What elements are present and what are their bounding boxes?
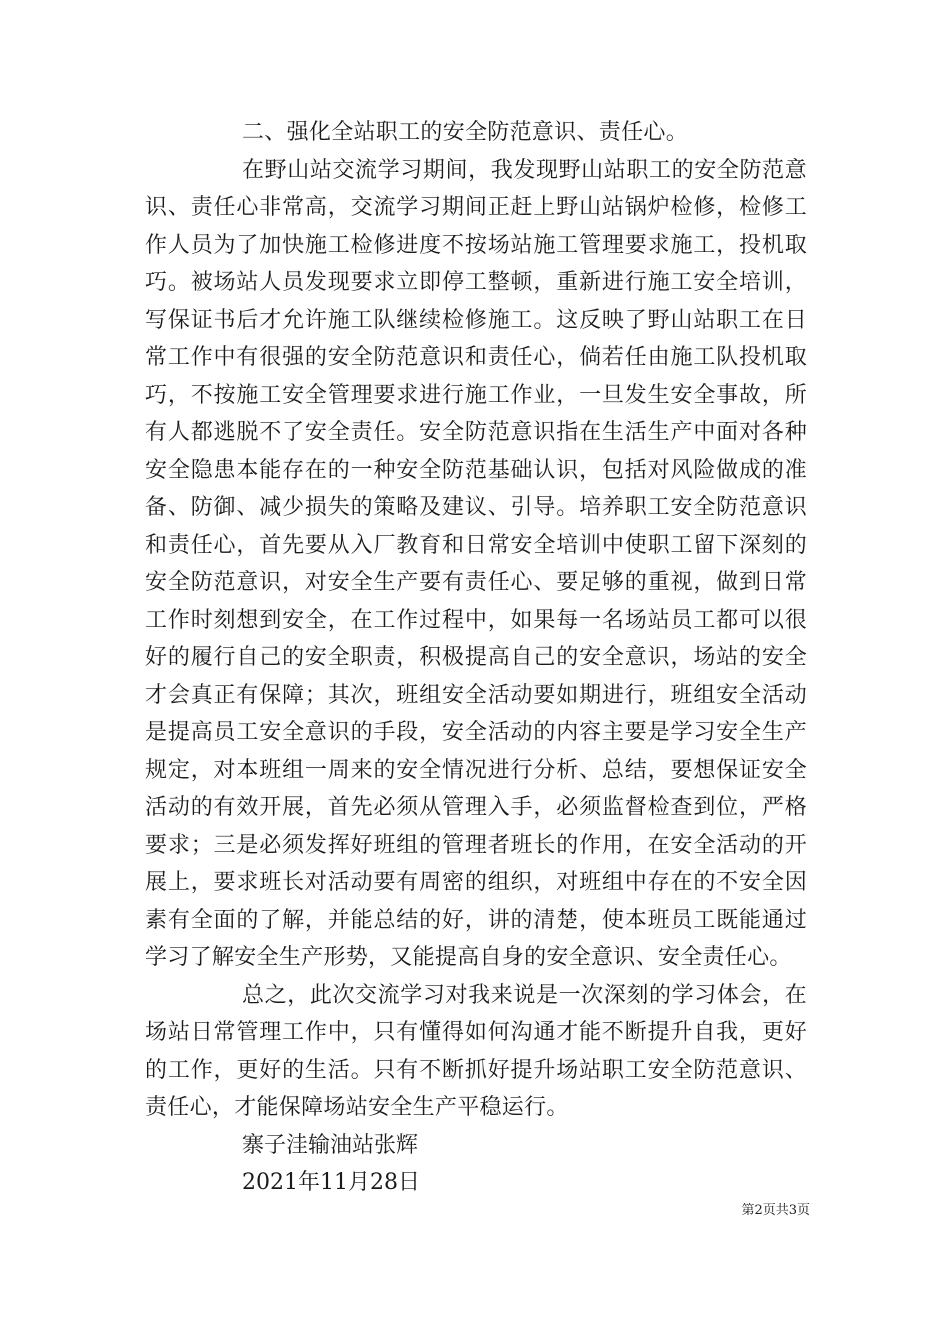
conclusion-paragraph: 总之，此次交流学习对我来说是一次深刻的学习体会，在场站日常管理工作中，只有懂得如何沟通才能不断提升自我，更好的工作，更好的生活。只有不断抓好提升场站职工安全防范意识、责任心，才能保障场站安全生产平稳运行。 — [145, 982, 807, 1120]
page-number: 第2页共3页 — [741, 1203, 810, 1218]
section-heading: 二、强化全站职工的安全防范意识、责任心。 — [242, 120, 689, 145]
signature: 寨子洼输油站张辉 — [242, 1132, 419, 1158]
document-body — [145, 114, 807, 1202]
date: 2021年11月28日 — [242, 1170, 420, 1195]
main-paragraph: 在野山站交流学习期间，我发现野山站职工的安全防范意识、责任心非常高，交流学习期间正赶上野山站锅炉检修，检修工作人员为了加快施工检修进度不按场站施工管理要求施工，投机取巧。被场站人员发现要求立即停工整顿，重新进行施工安全培训，写保证书后才允许施工队继续检修施工。这反映了野山站职工在日常工作中有很强的安全防范意识和责任心，倘若任由施工队投机取巧，不按施工安全管理要求进行施工作业，一旦发生安全事故，所有人都逃脱不了安全责任。安全防范意识指在生活生产中面对各种安全隐患本能存在的一种安全防范基础认识，包括对风险做成的准备、防御、减少损失的策略及建议、引导。培养职工安全防范意识和责任心，首先要从入厂教育和日常安全培训中使职工留下深刻的安全防范意识，对安全生产要有责任心、要足够的重视，做到日常工作时刻想到安全，在工作过程中，如果每一名场站员工都可以很好的履行自己的安全职责，积极提高自己的安全意识，场站的安全才会真正有保障；其次，班组安全活动要如期进行，班组安全活动是提高员工安全意识的手段，安全活动的内容主要是学习安全生产规定，对本班组一周来的安全情况进行分析、总结，要想保证安全活动的有效开展，首先必须从管理入手，必须监督检查到位，严格要求；三是必须发挥好班组的管理者班长的作用，在安全活动的开展上，要求班长对活动要有周密的组织，对班组中存在的不安全因素有全面的了解，并能总结的好，讲的清楚，使本班员工既能通过学习了解安全生产形势，又能提高自身的安全意识、安全责任心。 — [145, 157, 807, 970]
